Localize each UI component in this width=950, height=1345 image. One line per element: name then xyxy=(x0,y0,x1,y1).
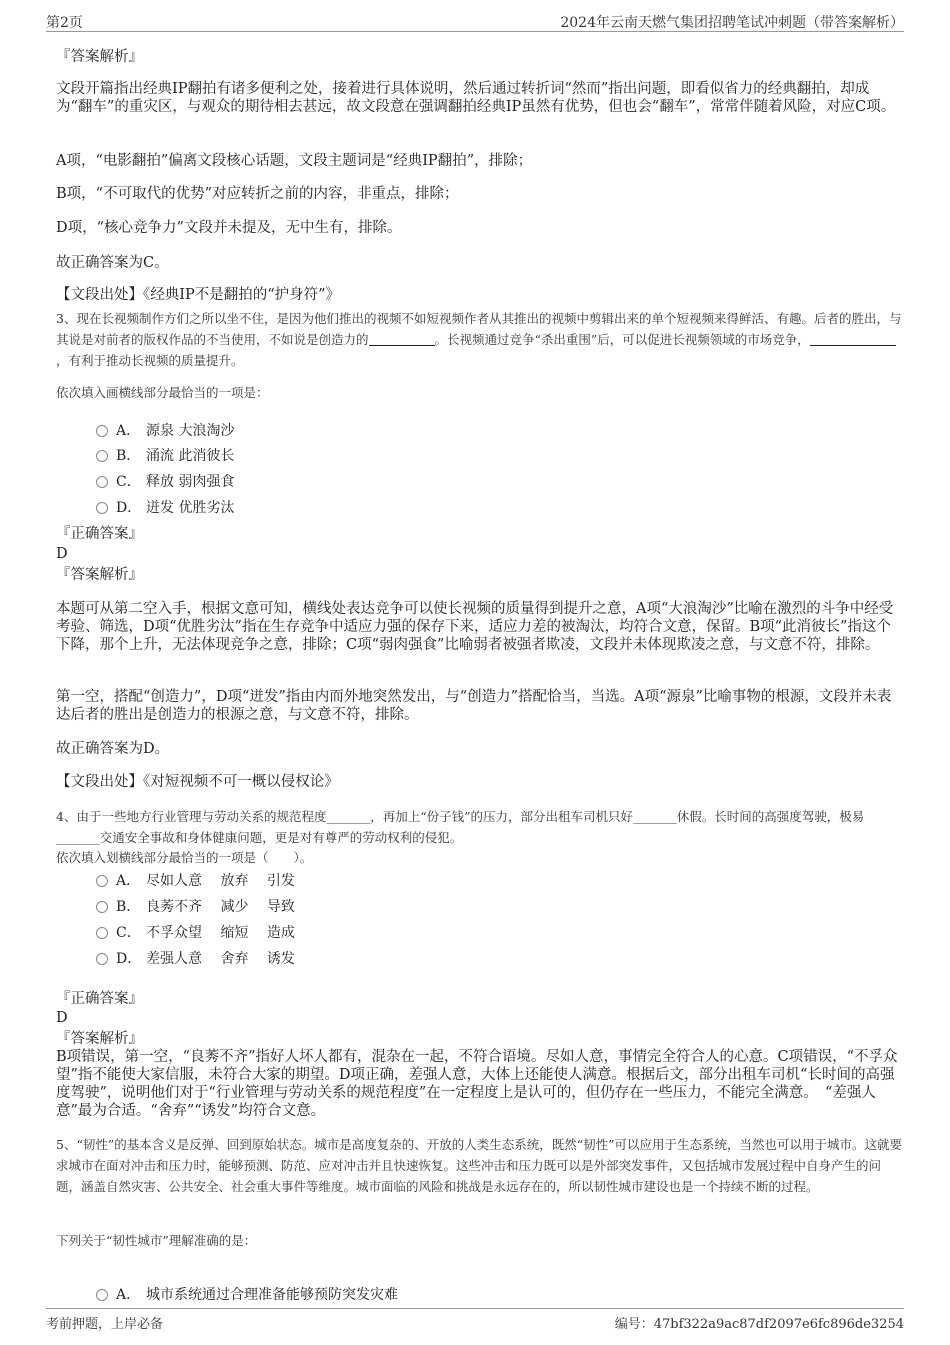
q4-option-d[interactable] xyxy=(96,948,295,968)
option-letter: A． xyxy=(116,873,141,889)
option-text: 良莠不齐 减少 导致 xyxy=(146,899,295,915)
q3-stem-part-1: 3、现在长视频制作方们之所以坐不住，是因为他们推出的视频不如短视频作者从其推出的视频中剪辑出来的单个短视频来得鲜活、有趣。后者的胜出，与其说是对前者的版权作品的不当使用，不如说是创造力的 xyxy=(56,311,902,347)
q3-answer-label: 『正确答案』 xyxy=(56,526,143,542)
option-letter: D． xyxy=(116,500,142,516)
q3-option-a[interactable] xyxy=(96,420,234,440)
q3-stem xyxy=(56,308,904,371)
radio-icon[interactable] xyxy=(96,953,108,965)
q3-conclusion: 故正确答案为D。 xyxy=(56,741,170,757)
option-text: 差强人意 舍弃 诱发 xyxy=(146,951,295,967)
q3-instruction: 依次填入画横线部分最恰当的一项是： xyxy=(56,385,269,400)
q2-analysis-label: 『答案解析』 xyxy=(56,49,143,65)
q3-stem-part-3: ，有利于推动长视频的质量提升。 xyxy=(56,353,244,368)
q2-analysis-paragraph: 文段开篇指出经典IP翻拍有诸多便利之处，接着进行具体说明，然后通过转折词“然而”指出问题，即看似省力的经典翻拍，却成为“翻车”的重灾区，与观众的期待相去甚远，故文段意在强调翻拍经典IP虽然有优势，但也会“翻车”，常常伴随着风险，对应C项。 xyxy=(56,81,896,115)
q4-option-c[interactable] xyxy=(96,922,295,942)
q2-analysis-option-d: D项，“核心竞争力”文段并未提及，无中生有，排除。 xyxy=(56,220,402,236)
q2-analysis-option-b: B项，“不可取代的优势”对应转折之前的内容，非重点，排除； xyxy=(56,186,459,202)
option-text: 涌流 此消彼长 xyxy=(146,448,235,464)
q3-analysis-paragraph-2: 第一空，搭配“创造力”，D项“迸发”指由内而外地突然发出，与“创造力”搭配恰当，当选。A项“源泉”比喻事物的根源，文段并未表达后者的胜出是创造力的根源之意，与文意不符，排除。 xyxy=(56,689,892,723)
radio-icon[interactable] xyxy=(96,476,108,488)
option-letter: B． xyxy=(116,448,141,464)
document-id: 编号：47bf322a9ac87df2097e6fc896de3254 xyxy=(614,1317,904,1332)
q4-stem: 4、由于一些地方行业管理与劳动关系的规范程度_______，再加上“份子钱”的压力，部分出租车司机只好_______休假。长时间的高强度驾驶，极易_______交通安全事故和身体健康问题，更是对有尊严的劳动权利的侵犯。 xyxy=(56,809,865,845)
radio-icon[interactable] xyxy=(96,927,108,939)
q3-option-d[interactable] xyxy=(96,497,234,517)
option-text: 源泉 大浪淘沙 xyxy=(146,423,235,439)
radio-icon[interactable] xyxy=(96,875,108,887)
q2-conclusion: 故正确答案为C。 xyxy=(56,255,169,271)
option-letter: D． xyxy=(116,951,142,967)
q4-analysis-paragraph: B项错误，第一空，“良莠不齐”指好人坏人都有，混杂在一起，不符合语境。尽如人意，事情完全符合人的心意。C项错误，“不孚众望”指不能使大家信服，未符合大家的期望。D项正确，差强人意，大体上还能使人满意。根据后文，部分出租车司机“长时间的高强度驾驶”，说明他们对于“行业管理与劳动关系的规范程度”在一定程度上是认可的，但仍存在一些压力，不能完全满意。 “差强人意”最为合适。“舍弃”“诱发”均符合文意。 xyxy=(56,1049,898,1119)
q3-source: 【文段出处】《对短视频不可一概以侵权论》 xyxy=(56,774,339,790)
q3-blank-2 xyxy=(810,332,896,346)
q2-source: 【文段出处】《经典IP不是翻拍的“护身符”》 xyxy=(56,287,341,303)
q3-analysis-label: 『答案解析』 xyxy=(56,567,143,583)
radio-icon[interactable] xyxy=(96,425,108,437)
option-text: 释放 弱肉强食 xyxy=(146,474,235,490)
q2-analysis-option-a: A项，“电影翻拍”偏离文段核心话题，文段主题词是“经典IP翻拍”，排除； xyxy=(56,153,533,169)
q3-stem-part-2: 。长视频通过竞争“杀出重围”后，可以促进长视频领域的市场竞争， xyxy=(434,332,810,347)
q5-stem: 5、“韧性”的基本含义是反弹、回到原始状态。城市是高度复杂的、开放的人类生态系统，既然“韧性”可以应用于生态系统，当然也可以用于城市。这就要求城市在面对冲击和压力时，能够预测、防范、应对冲击并且快速恢复。这些冲击和压力既可以是外部突发事件，又包括城市发展过程中自身产生的问题，涵盖自然灾害、公共安全、社会重大事件等维度。城市面临的风险和挑战是永远存在的，所以韧性城市建设也是一个持续不断的过程。 xyxy=(56,1137,903,1194)
radio-icon[interactable] xyxy=(96,901,108,913)
page-footer xyxy=(0,1308,950,1345)
footer-divider xyxy=(46,1308,904,1309)
option-letter: A． xyxy=(116,423,141,439)
q4-analysis-label: 『答案解析』 xyxy=(56,1031,143,1047)
option-letter: C． xyxy=(116,474,141,490)
q4-option-a[interactable] xyxy=(96,870,295,890)
option-letter: A． xyxy=(116,1287,141,1303)
q4-option-b[interactable] xyxy=(96,896,295,916)
option-text: 迸发 优胜劣汰 xyxy=(146,500,235,516)
radio-icon[interactable] xyxy=(96,1289,108,1301)
page-number: 第2页 xyxy=(46,15,83,31)
option-text: 尽如人意 放弃 引发 xyxy=(146,873,295,889)
q5-instruction: 下列关于“韧性城市”理解准确的是： xyxy=(56,1233,257,1248)
q3-option-b[interactable] xyxy=(96,445,234,465)
radio-icon[interactable] xyxy=(96,450,108,462)
q4-answer-label: 『正确答案』 xyxy=(56,991,143,1007)
footer-slogan: 考前押题，上岸必备 xyxy=(46,1317,164,1332)
radio-icon[interactable] xyxy=(96,502,108,514)
q5-option-a[interactable] xyxy=(96,1284,398,1304)
option-letter: C． xyxy=(116,925,141,941)
document-title: 2024年云南天燃气集团招聘笔试冲刺题（带答案解析） xyxy=(560,15,904,31)
q3-blank-1 xyxy=(369,332,435,346)
q3-analysis-paragraph-1: 本题可从第二空入手，根据文意可知，横线处表达竞争可以使长视频的质量得到提升之意，A项“大浪淘沙”比喻在激烈的斗争中经受考验、筛选，D项“优胜劣汰”指在生存竞争中适应力强的保存下来，适应力差的被淘汰，均符合文意，保留。B项“此消彼长”指这个下降，那个上升，无法体现竞争之意，排除；C项“弱肉强食”比喻弱者被强者欺凌，文段并未体现欺凌之意，与文意不符，排除。 xyxy=(56,601,894,653)
header-divider xyxy=(46,31,904,32)
option-letter: B． xyxy=(116,899,141,915)
page-header xyxy=(0,0,950,30)
q3-answer: D xyxy=(56,546,68,562)
q4-answer: D xyxy=(56,1010,68,1026)
option-text: 不孚众望 缩短 造成 xyxy=(146,925,295,941)
q3-option-c[interactable] xyxy=(96,471,234,491)
q4-instruction: 依次填入划横线部分最恰当的一项是（ ）。 xyxy=(56,850,313,865)
option-text: 城市系统通过合理准备能够预防突发灾难 xyxy=(146,1287,398,1303)
